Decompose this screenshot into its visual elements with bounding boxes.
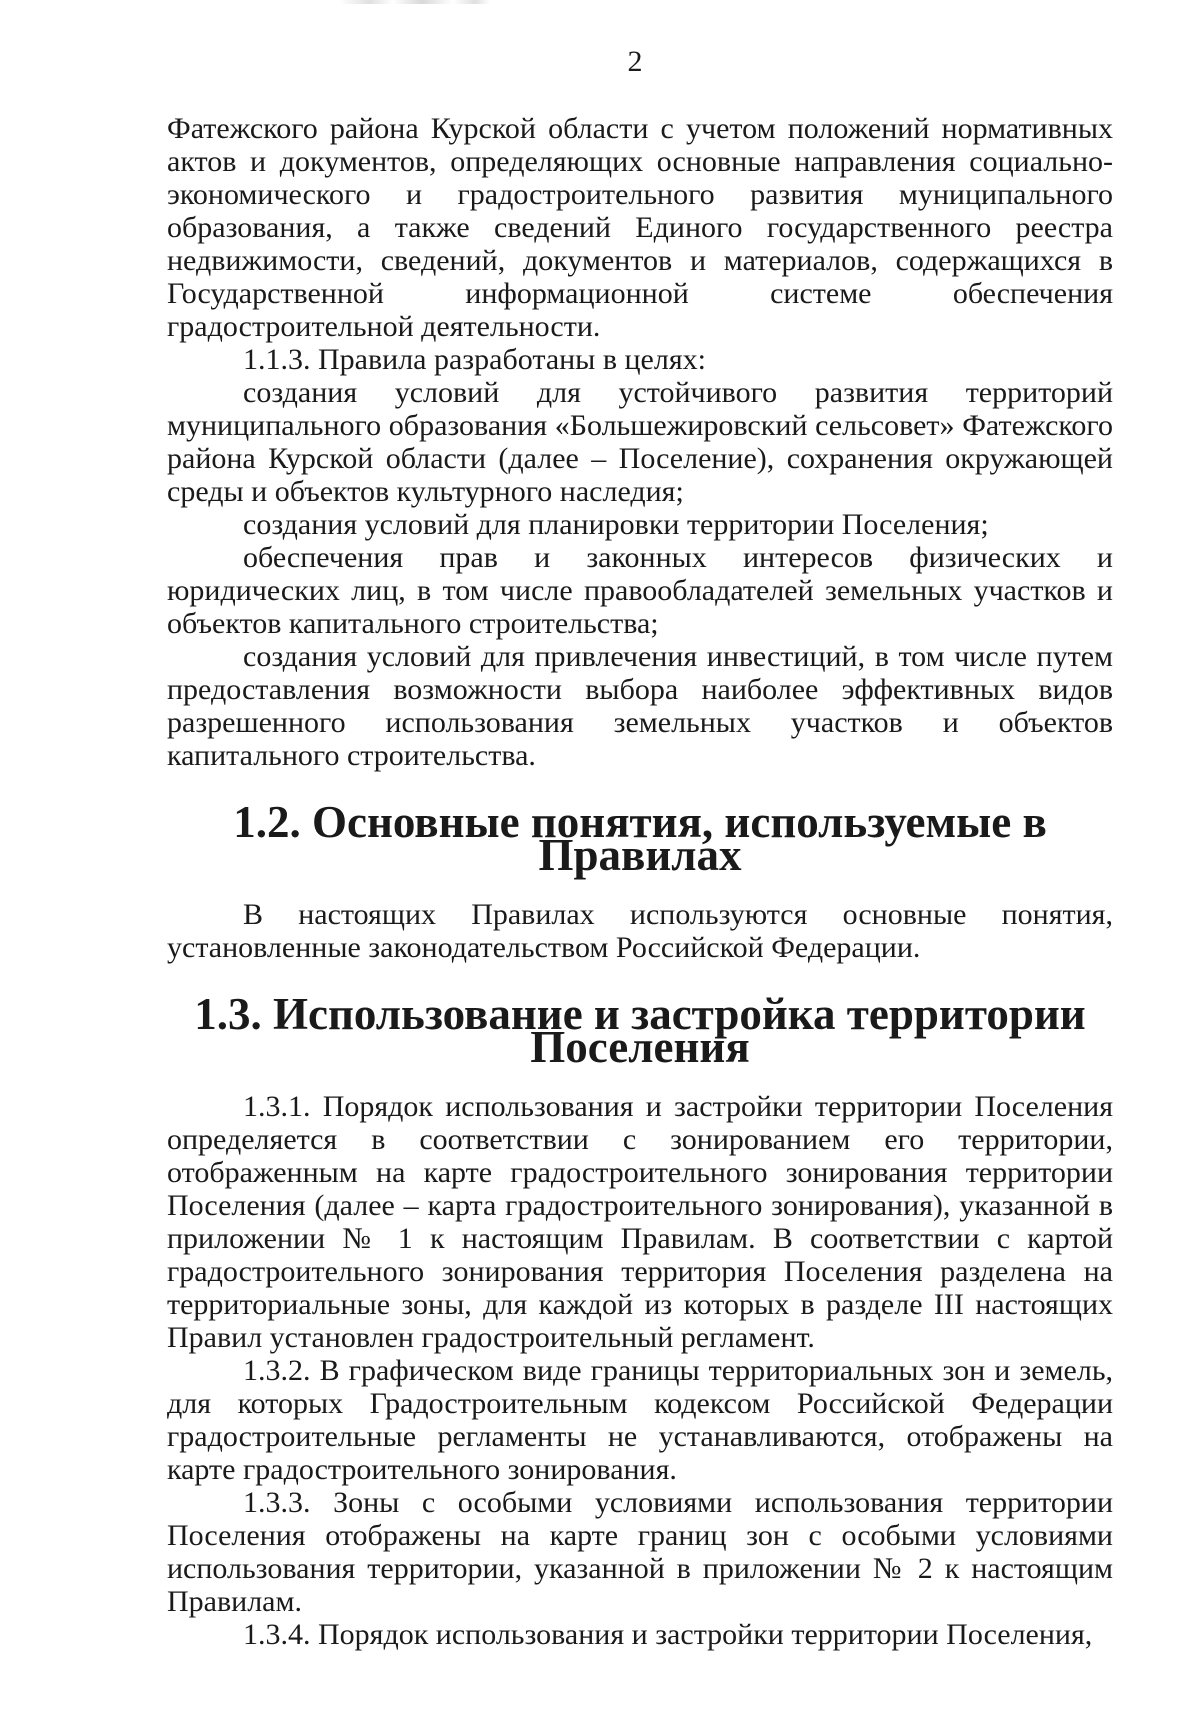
scan-artifact bbox=[340, 0, 490, 4]
paragraph-goal-rights: обеспечения прав и законных интересов физических и юридических лиц, в том числе правообладателей земельных участков и объектов капитального строительства; bbox=[167, 541, 1113, 640]
paragraph-goal-development: создания условий для устойчивого развития территорий муниципального образования «Большежировский сельсовет» Фатежского района Курской области (далее – Поселение), сохранения окружающей среды и объектов культурного наследия; bbox=[167, 376, 1113, 508]
section-heading-1-2: 1.2. Основные понятия, используемые в Правилах bbox=[233, 797, 1047, 880]
paragraph-continuation: Фатежского района Курской области с учетом положений нормативных актов и документов, определяющих основные направления социально-экономического и градостроительного развития муниципального образования, а также сведений Единого государственного реестра недвижимости, сведений, документов и материалов, содержащихся в Государственной информационной системе обеспечения градостроительной деятельности. bbox=[167, 112, 1113, 343]
paragraph-1-3-1: 1.3.1. Порядок использования и застройки территории Поселения определяется в соответствии с зонированием его территории, отображенным на карте градостроительного зонирования территории Поселения (далее – карта градостроительного зонирования), указанной в приложении № 1 к настоящим Правилам. В соответствии с картой градостроительного зонирования территория Поселения разделена на территориальные зоны, для каждой из которых в разделе III настоящих Правил установлен градостроительный регламент. bbox=[167, 1090, 1113, 1354]
paragraph-1-1-3: 1.1.3. Правила разработаны в целях: bbox=[243, 343, 706, 376]
paragraph-1-3-4: 1.3.4. Порядок использования и застройки территории Поселения, bbox=[243, 1618, 1093, 1651]
page-number: 2 bbox=[627, 45, 643, 78]
section-heading-1-3: 1.3. Использование и застройка территории Поселения bbox=[194, 989, 1086, 1072]
document-body bbox=[167, 112, 1113, 1651]
paragraph-goal-investment: создания условий для привлечения инвестиций, в том числе путем предоставления возможности выбора наиболее эффективных видов разрешенного использования земельных участков и объектов капитального строительства. bbox=[167, 640, 1113, 772]
paragraph-goal-planning: создания условий для планировки территории Поселения; bbox=[243, 508, 989, 541]
paragraph-1-2-text: В настоящих Правилах используются основные понятия, установленные законодательством Российской Федерации. bbox=[167, 898, 1113, 964]
paragraph-1-3-2: 1.3.2. В графическом виде границы территориальных зон и земель, для которых Градостроительным кодексом Российской Федерации градостроительные регламенты не устанавливаются, отображены на карте градостроительного зонирования. bbox=[167, 1354, 1113, 1486]
paragraph-1-3-3: 1.3.3. Зоны с особыми условиями использования территории Поселения отображены на карте границ зон с особыми условиями использования территории, указанной в приложении № 2 к настоящим Правилам. bbox=[167, 1486, 1113, 1618]
